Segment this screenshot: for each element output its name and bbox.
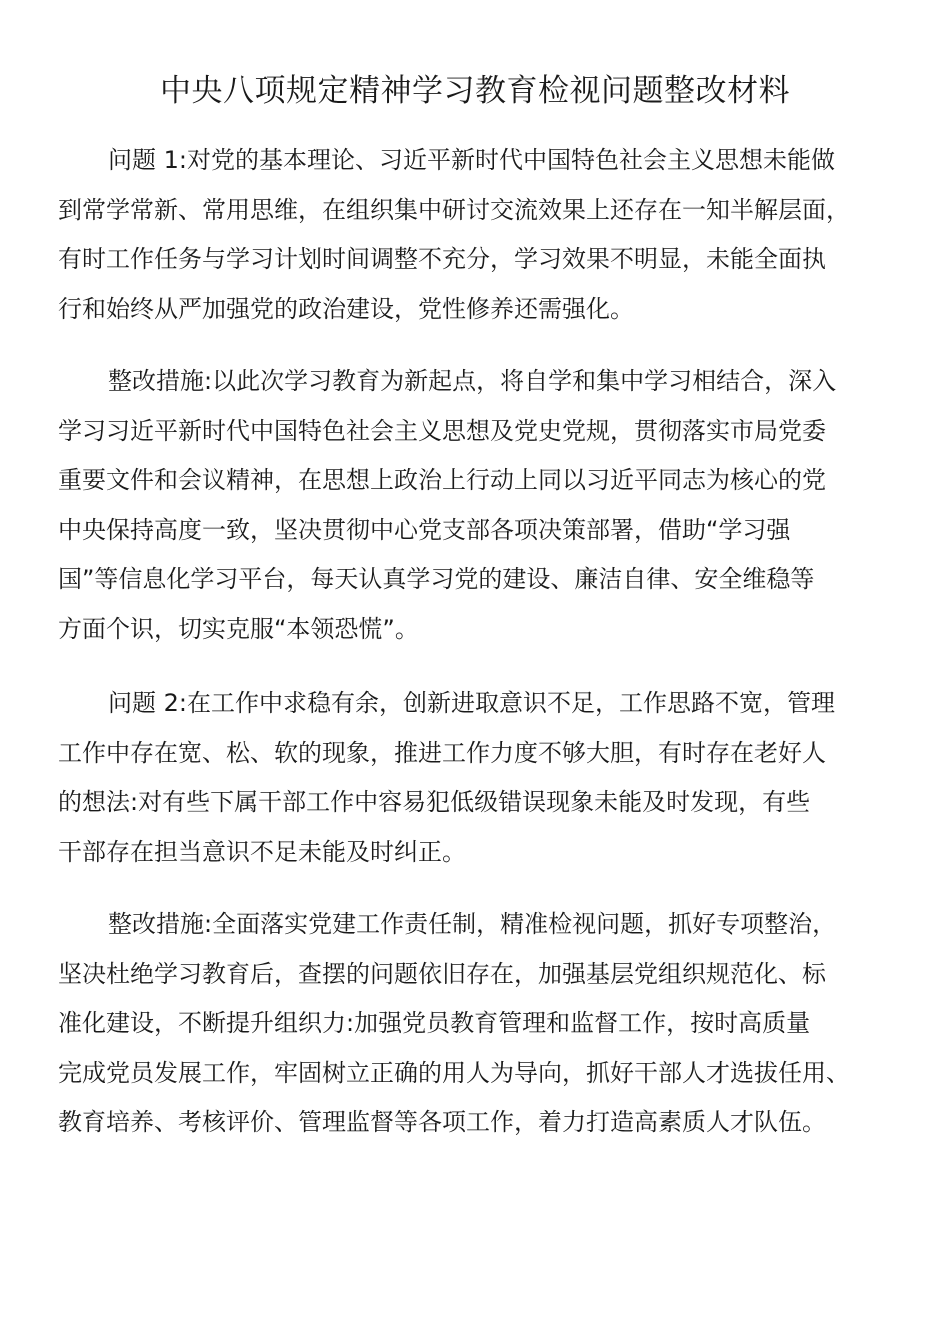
paragraph-line: 整改措施:全面落实党建工作责任制，精准检视问题，抓好专项整治， [108, 910, 837, 938]
paragraph-line: 整改措施:以此次学习教育为新起点，将自学和集中学习相结合，深入 [108, 367, 837, 395]
paragraph-line: 教育培养、考核评价、管理监督等各项工作，着力打造高素质人才队伍。 [58, 1108, 826, 1136]
paragraph-line: 到常学常新、常用思维，在组织集中研讨交流效果上还存在一知半解层面， [58, 195, 850, 224]
paragraph-line: 问题 2:在工作中求稳有余，创新进取意识不足，工作思路不宽，管理 [108, 689, 835, 717]
paragraph-line: 重要文件和会议精神，在思想上政治上行动上同以习近平同志为核心的党 [58, 466, 826, 494]
paragraph-measures-1 [58, 357, 898, 654]
paragraph-line: 问题 1:对党的基本理论、习近平新时代中国特色社会主义思想未能做 [108, 146, 835, 174]
paragraph-line: 坚决杜绝学习教育后，查摆的问题依旧存在，加强基层党组织规范化、标 [58, 959, 826, 988]
paragraph-line: 行和始终从严加强党的政治建设，党性修养还需强化。 [58, 294, 634, 323]
paragraph-line: 方面个识，切实克服“本领恐慌”。 [58, 614, 419, 643]
paragraph-line: 中央保持高度一致，坚决贯彻中心党支部各项决策部署，借助“学习强 [58, 515, 791, 544]
paragraph-line: 有时工作任务与学习计划时间调整不充分，学习效果不明显，未能全面执 [58, 245, 826, 273]
paragraph-line: 学习习近平新时代中国特色社会主义思想及党史党规，贯彻落实市局党委 [58, 416, 826, 445]
paragraph-line: 国”等信息化学习平台，每天认真学习党的建设、廉洁自律、安全维稳等 [58, 565, 815, 593]
document-title: 中央八项规定精神学习教育检视问题整改材料 [160, 73, 790, 109]
paragraph-line: 完成党员发展工作，牢固树立正确的用人为导向，抓好干部人才选拔任用、 [58, 1058, 850, 1087]
paragraph-measures-2 [58, 900, 898, 1148]
paragraph-line: 准化建设，不断提升组织力:加强党员教育管理和监督工作，按时高质量 [58, 1009, 811, 1037]
paragraph-line: 的想法:对有些下属干部工作中容易犯低级错误现象未能及时发现，有些 [58, 788, 811, 816]
paragraph-line: 干部存在担当意识不足未能及时纠正。 [58, 837, 466, 866]
paragraph-problem-1 [58, 136, 898, 334]
paragraph-line: 工作中存在宽、松、软的现象，推进工作力度不够大胆，有时存在老好人 [58, 738, 826, 767]
paragraph-problem-2 [58, 679, 898, 877]
